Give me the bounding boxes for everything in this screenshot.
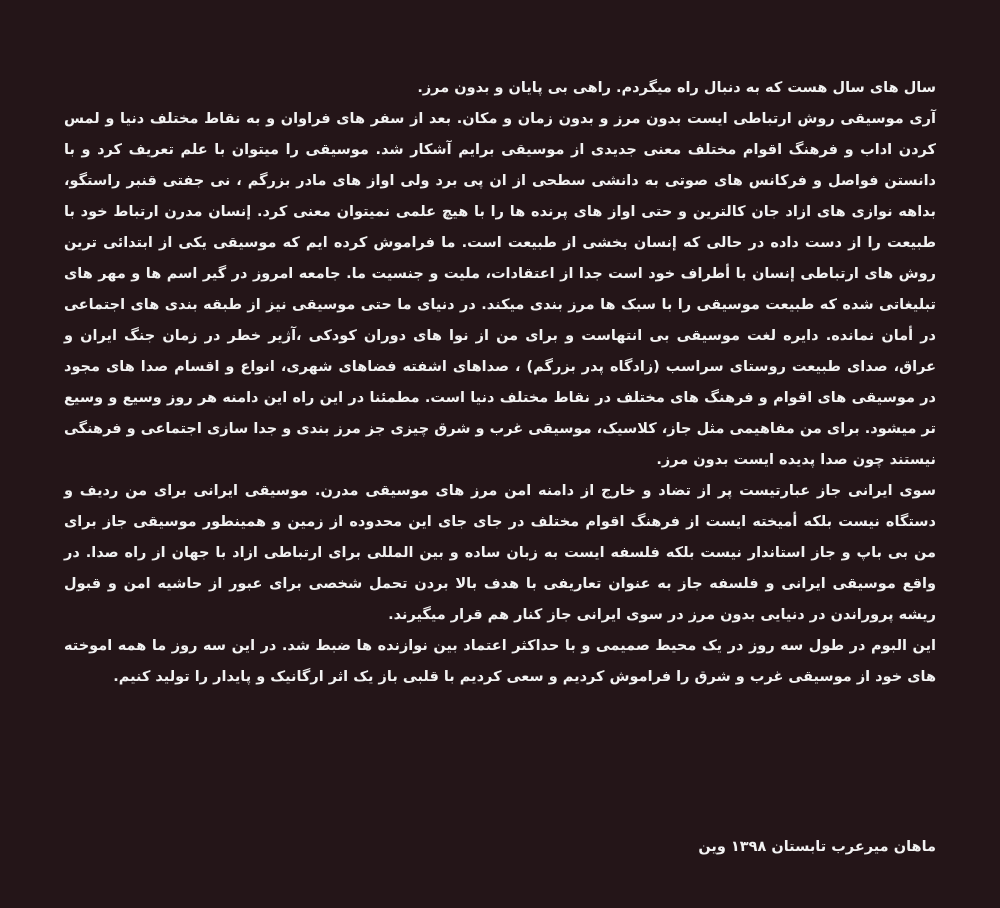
paragraph-persian-side-of-jazz: سوی ایرانی جاز عبارتیست پر از تضاد و خارج از دامنه امن مرز های موسیقی مدرن. موسیقی ایرانی برای من ردیف و دستگاه نیست بلکه أمیخته ایست از فرهنگ اقوام مختلف در جای جای این محدوده از زمین و همینطور موسیقی جاز برای من بی باپ و جاز استاندار نیست بلکه فلسفه ایست به زبان ساده و بین المللی برای ارتباطی ازاد با جهان از راه صدا. در واقع موسیقی ایرانی و فلسفه جاز به عنوان تعاریفی با هدف بالا بردن تحمل شخصی برای عبور از حاشیه امن و قبول ریشه پروراندن در دنیایی بدون مرز در سوی ایرانی جاز کنار هم قرار میگیرند. — [64, 483, 936, 623]
signature: ماهان میرعرب تابستان ۱۳۹۸ وین — [698, 839, 936, 855]
paragraph-music-without-borders: آری موسیقی روش ارتباطی ایست بدون مرز و بدون زمان و مکان. بعد از سفر های فراوان و به نقاط مختلف دنیا و لمس کردن اداب و فرهنگ اقوام مختلف معنی جدیدی از موسیقی برایم آشکار شد. موسیقی را میتوان با علم تعریف کرد و با دانستن فواصل و فرکانس های صوتی به دانشی سطحی از ان پی برد ولی اواز های مادر بزرگم ، نی جفتی قنبر راستگو، بداهه نوازی های ازاد جان کالترین و حتی اواز های پرنده ها را با هیچ علمی نمیتوان معنی کرد. إنسان مدرن ارتباط خود با طبیعت را از دست داده در حالی که إنسان بخشی از طبیعت است. ما فراموش کرده ایم که موسیقی یکی از ابتدائی ترین روش های ارتباطی إنسان با أطراف خود است جدا از اعتقادات، ملیت و جنسیت ما. جامعه امروز در گیر اسم ها و مهر های تبلیغاتی شده که طبیعت موسیقی را با سبک ها مرز بندی میکند. در دنیای ما حتی موسیقی نیز از طبقه بندی های اجتماعی در أمان نمانده. دایره لغت موسیقی بی انتهاست و برای من از نوا های دوران کودکی ،آژیر خطر در زمان جنگ ایران و عراق، صدای طبیعت روستای سراسب (زادگاه پدر بزرگم) ، صداهای اشفته فضاهای شهری، انواع و اقسام صدا های مجود در موسیقی های اقوام و فرهنگ های مختلف در نقاط مختلف دنیا است. مطمئنا در این راه این دامنه هر روز وسیع و وسیع تر میشود. برای من مفاهیمی مثل جاز، کلاسیک، موسیقی غرب و شرق چیزی جز مرز بندی و جدا سازی اجتماعی و فرهنگی نیستند چون صدا پدیده ایست بدون مرز. — [64, 111, 936, 468]
paragraph-intro: سال های سال هست که به دنبال راه میگردم. راهی بی پایان و بدون مرز. — [417, 80, 936, 96]
liner-notes-text — [64, 73, 936, 693]
paragraph-album-recording: این البوم در طول سه روز در یک محیط صمیمی و با حداکثر اعتماد بین نوازنده ها ضبط شد. در این سه روز ما همه اموخته های خود از موسیقی غرب و شرق را فراموش کردیم و سعی کردیم با قلبی باز یک اثر ارگانیک و پایدار را تولید کنیم. — [64, 638, 936, 685]
